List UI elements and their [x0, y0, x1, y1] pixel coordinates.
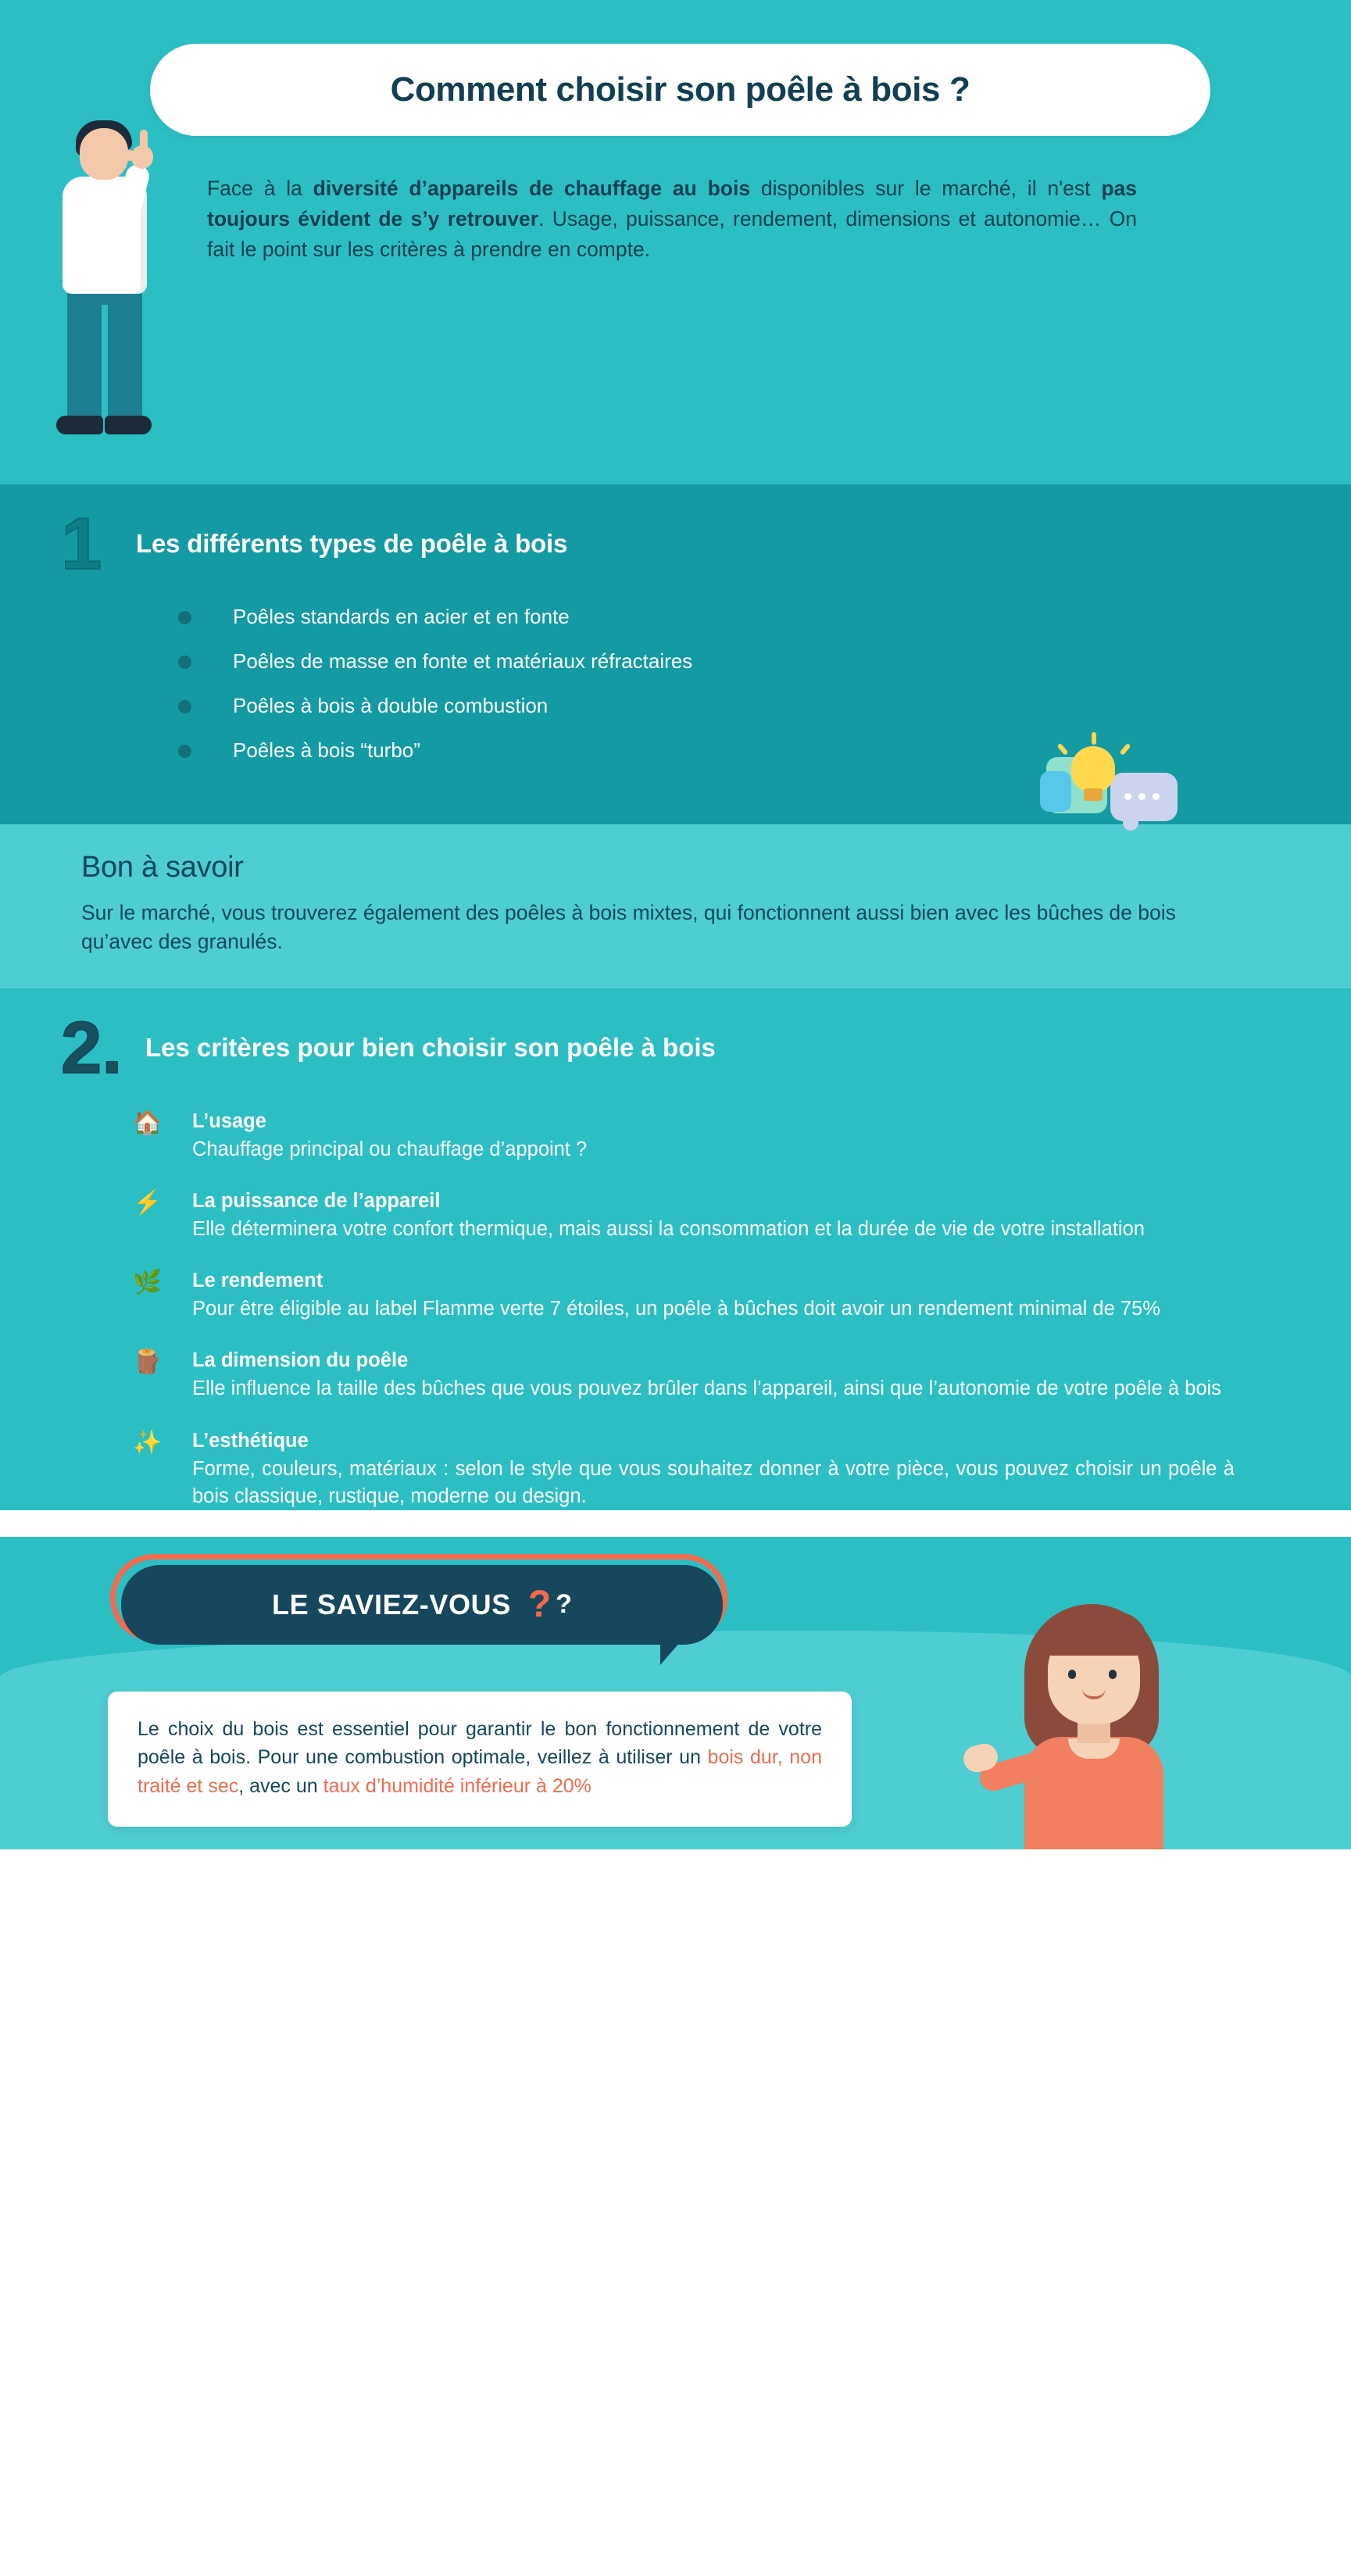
criterion-description: Elle déterminera votre confort thermique, mais aussi la consommation et la durée de vie de votre installation — [192, 1217, 1145, 1240]
page-title: Comment choisir son poêle à bois ? — [390, 70, 970, 109]
criterion-text — [192, 1430, 1235, 1510]
sparkles-icon: ✨ — [133, 1429, 163, 1456]
section1-number: 1 — [61, 502, 102, 584]
intro-text: . Usage, puissance, rendement, dimensions et autonomie… On fait le point sur les critères à prendre en compte. — [207, 207, 1137, 262]
leaf-hand-icon: 🌿 — [133, 1270, 163, 1296]
question-mark-orange-icon: ? — [527, 1584, 552, 1626]
header-section — [0, 0, 1351, 484]
good-to-know-section — [0, 824, 1351, 988]
did-you-know-label: LE SAVIEZ-VOUS — [272, 1588, 511, 1620]
good-to-know-text: Sur le marché, vous trouverez également des poêles à bois mixtes, qui fonctionnent aussi bien avec les bûches de bois qu’avec des granulés. — [81, 900, 1176, 954]
list-item: Poêles standards en acier et en fonte — [178, 605, 1351, 629]
list-item: Poêles de masse en fonte et matériaux réfractaires — [178, 649, 1351, 673]
did-you-know-bubble — [121, 1565, 723, 1645]
criterion-item — [133, 1190, 1235, 1243]
criterion-description: Forme, couleurs, matériaux : selon le style que vous souhaitez donner à votre pièce, vous pouvez choisir un poêle à bois classique, rustique, moderne ou design. — [192, 1457, 1235, 1507]
lightning-icon: ⚡ — [133, 1189, 163, 1216]
did-you-know-section — [0, 1537, 1351, 1849]
log-icon: 🪵 — [133, 1349, 163, 1376]
card-text-run: Le choix du bois est essentiel pour garantir le bon fonctionnement de votre poêle à bois. Pour une combustion optimale, veillez à utiliser un — [138, 1717, 822, 1769]
lightbulb-chat-illustration — [1038, 740, 1195, 834]
did-you-know-card — [108, 1692, 852, 1827]
list-item: Poêles à bois à double combustion — [178, 694, 1351, 718]
intro-bold-text: pas toujours évident de s’y retrouver — [207, 177, 1137, 231]
woman-presenting-illustration — [976, 1592, 1234, 1849]
criterion-text — [192, 1110, 1235, 1163]
criterion-title: Le rendement — [192, 1270, 323, 1292]
criterion-description: Pour être éligible au label Flamme verte 7 étoiles, un poêle à bûches doit avoir un rendement minimal de 75% — [192, 1298, 1160, 1320]
section2-number: 2. — [61, 1006, 123, 1088]
section-types — [0, 484, 1351, 824]
intro-paragraph — [207, 173, 1137, 266]
did-you-know-bubble-wrap — [121, 1565, 738, 1645]
criterion-item — [133, 1430, 1235, 1510]
criterion-item — [133, 1110, 1235, 1163]
card-highlight-text: bois dur, non traité et sec — [138, 1746, 822, 1797]
bubble-tail — [660, 1642, 681, 1665]
intro-text: Face à la — [207, 177, 313, 200]
criterion-title: La dimension du poêle — [192, 1349, 409, 1372]
criterion-description: Elle influence la taille des bûches que vous pouvez brûler dans l’appareil, ainsi que l’autonomie de votre poêle à bois — [192, 1377, 1221, 1400]
card-highlight-text: taux d’humidité inférieur à 20% — [323, 1774, 592, 1797]
house-icon: 🏠 — [133, 1109, 163, 1136]
criterion-item — [133, 1349, 1235, 1402]
section1-header — [0, 502, 1351, 584]
criterion-title: L’usage — [192, 1109, 266, 1132]
section2-header — [0, 1006, 1351, 1088]
good-to-know-heading: Bon à savoir — [81, 850, 244, 884]
criterion-title: La puissance de l’appareil — [192, 1189, 441, 1212]
question-mark-white-icon: ? — [556, 1589, 572, 1620]
criterion-text — [192, 1190, 1235, 1243]
criterion-text — [192, 1349, 1235, 1402]
page-title-pill — [150, 44, 1210, 136]
criterion-item — [133, 1270, 1235, 1323]
criteria-list — [133, 1110, 1351, 1510]
card-text-run: , avec un — [238, 1774, 323, 1797]
criterion-description: Chauffage principal ou chauffage d’appoint ? — [192, 1138, 588, 1160]
intro-text: disponibles sur le marché, il n'est — [750, 177, 1102, 200]
intro-bold-text: diversité d’appareils de chauffage au bois — [313, 177, 751, 200]
did-you-know-card-text — [138, 1715, 822, 1801]
man-pointing-illustration — [33, 109, 181, 477]
section2-heading: Les critères pour bien choisir son poêle à bois — [145, 1032, 716, 1062]
list-item: Poêles à bois “turbo” — [178, 738, 1351, 763]
criterion-text — [192, 1270, 1235, 1323]
criterion-title: L’esthétique — [192, 1429, 309, 1452]
section-criteria — [0, 988, 1351, 1510]
section1-heading: Les différents types de poêle à bois — [136, 528, 568, 558]
